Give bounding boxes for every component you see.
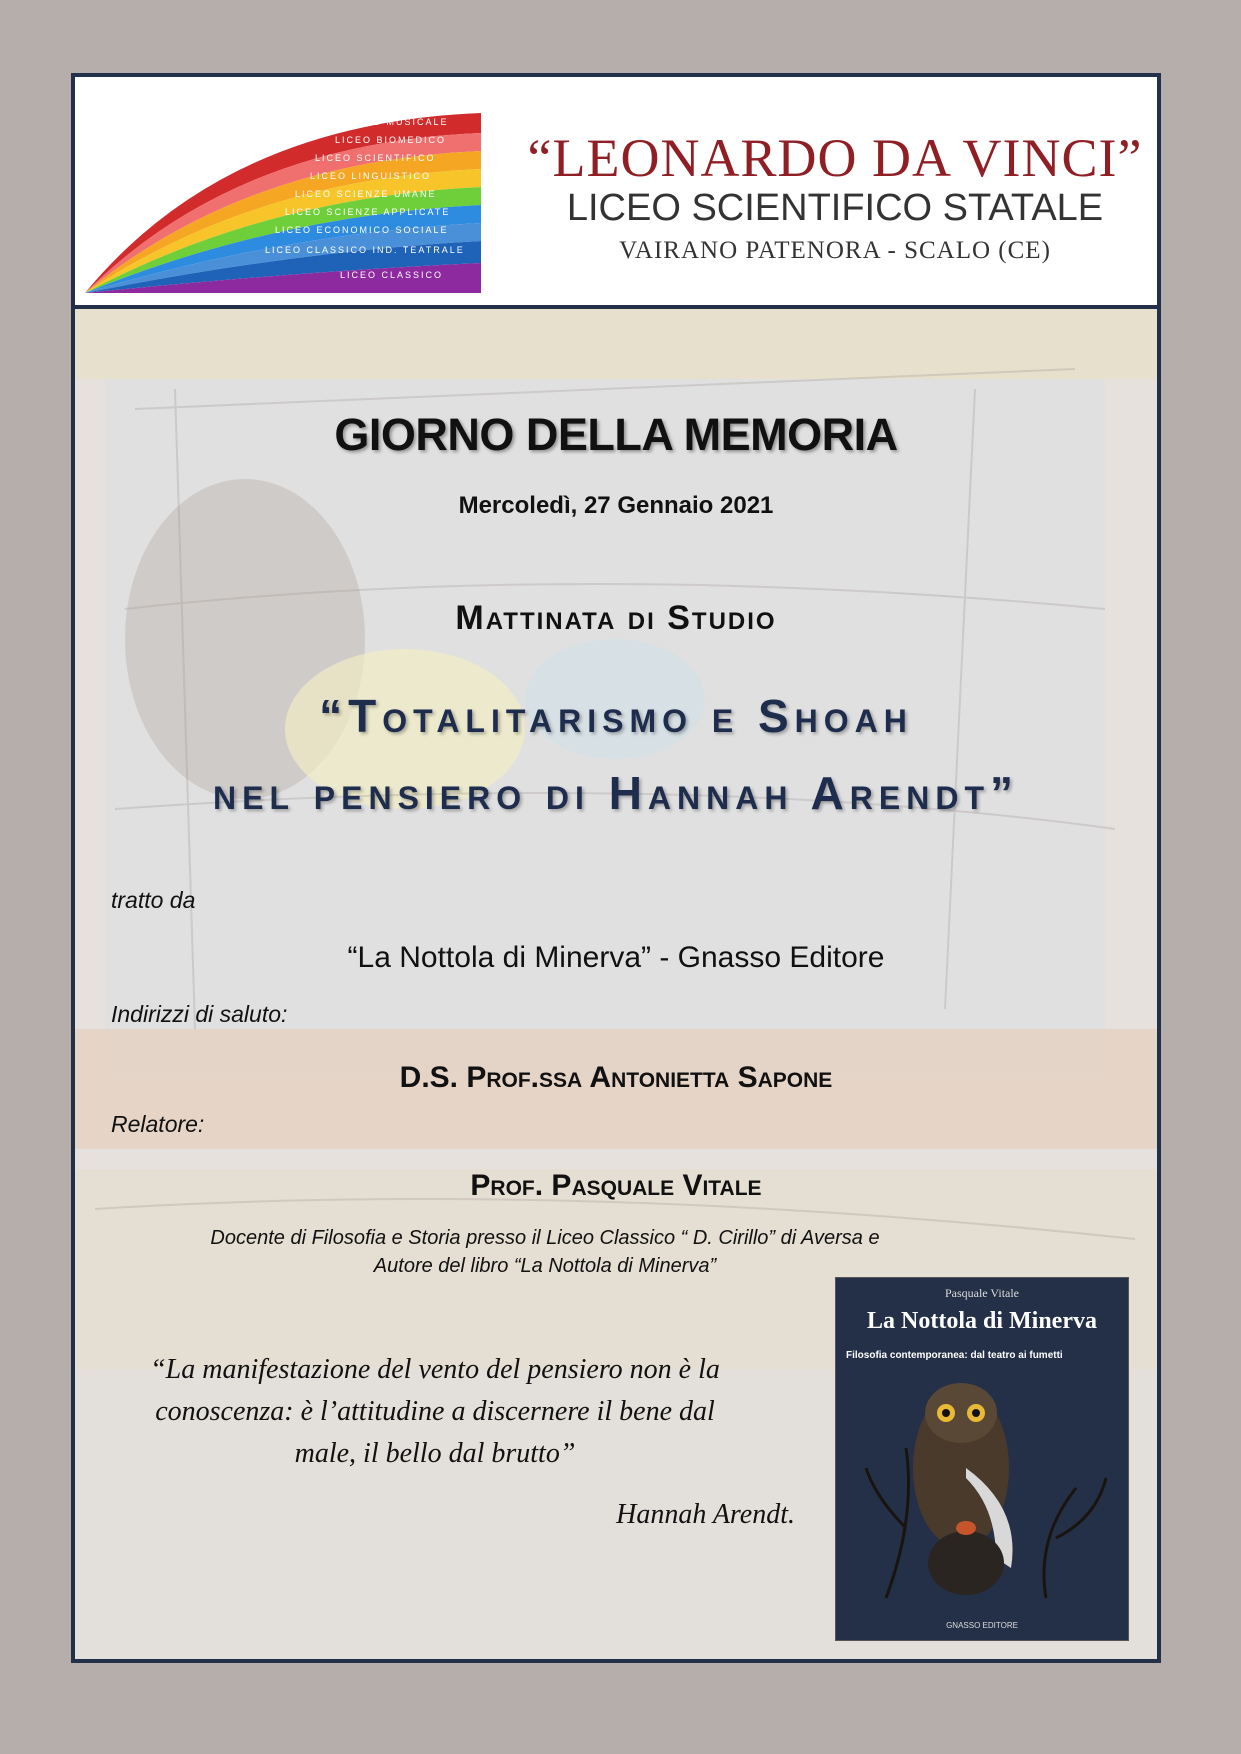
poster-content bbox=[75, 309, 1157, 1659]
logo-line: LICEO BIOMEDICO bbox=[335, 135, 447, 145]
school-name: “LEONARDO DA VINCI” bbox=[527, 128, 1143, 188]
poster-body bbox=[75, 309, 1157, 1659]
school-rainbow-logo bbox=[85, 113, 481, 293]
greetings-value: D.S. Prof.ssa Antonietta Sapone bbox=[399, 1061, 833, 1094]
book-publisher: GNASSO EDITORE bbox=[946, 1621, 1018, 1630]
source-label: tratto da bbox=[111, 887, 196, 913]
logo-line: LICEO LINGUISTICO bbox=[310, 171, 432, 181]
book-cover bbox=[835, 1277, 1129, 1641]
book-title: La Nottola di Minerva bbox=[867, 1308, 1097, 1334]
book-author: Pasquale Vitale bbox=[944, 1286, 1020, 1300]
event-subtitle: Mattinata di Studio bbox=[455, 599, 777, 637]
speaker-label: Relatore: bbox=[111, 1111, 205, 1137]
event-title: GIORNO DELLA MEMORIA bbox=[334, 409, 898, 460]
quote-line: conoscenza: è l’attitudine a discernere il bene dal bbox=[155, 1396, 715, 1427]
speaker-bio-line: Docente di Filosofia e Storia presso il Liceo Classico “ D. Cirillo” di Aversa e bbox=[210, 1227, 880, 1249]
owl-illustration bbox=[846, 1368, 1120, 1608]
quote-line: “La manifestazione del vento del pensiero non è la bbox=[150, 1354, 720, 1385]
theme-line-1: “Totalitarismo e Shoah bbox=[319, 690, 913, 742]
logo-line: LICEO MUSICALE bbox=[345, 117, 449, 127]
logo-line: LICEO ECONOMICO SOCIALE bbox=[275, 225, 449, 235]
school-place: VAIRANO PATENORA - SCALO (CE) bbox=[619, 237, 1051, 264]
quote-author: Hannah Arendt. bbox=[616, 1499, 795, 1530]
greetings-label: Indirizzi di saluto: bbox=[111, 1001, 288, 1027]
quote-line: male, il bello dal brutto” bbox=[294, 1438, 576, 1469]
poster-frame bbox=[71, 73, 1161, 1663]
source-value: “La Nottola di Minerva” - Gnasso Editore bbox=[347, 941, 885, 974]
school-type: LICEO SCIENTIFICO STATALE bbox=[566, 187, 1104, 229]
speaker-bio-line: Autore del libro “La Nottola di Minerva” bbox=[373, 1255, 717, 1277]
logo-line: LICEO CLASSICO IND. TEATRALE bbox=[265, 245, 465, 255]
logo-line: LICEO SCIENZE UMANE bbox=[295, 189, 437, 199]
logo-line: LICEO SCIENTIFICO bbox=[315, 153, 436, 163]
theme-line-2: nel pensiero di Hannah Arendt” bbox=[213, 767, 1019, 819]
quote bbox=[115, 1349, 755, 1475]
speaker-bio bbox=[165, 1224, 925, 1280]
header bbox=[75, 77, 1157, 309]
logo-line: LICEO SCIENZE APPLICATE bbox=[285, 207, 451, 217]
speaker-name: Prof. Pasquale Vitale bbox=[470, 1169, 762, 1202]
logo-line: LICEO CLASSICO bbox=[340, 270, 444, 280]
event-date: Mercoledì, 27 Gennaio 2021 bbox=[458, 492, 774, 519]
book-subtitle: Filosofia contemporanea: dal teatro ai fumetti bbox=[846, 1350, 1063, 1361]
